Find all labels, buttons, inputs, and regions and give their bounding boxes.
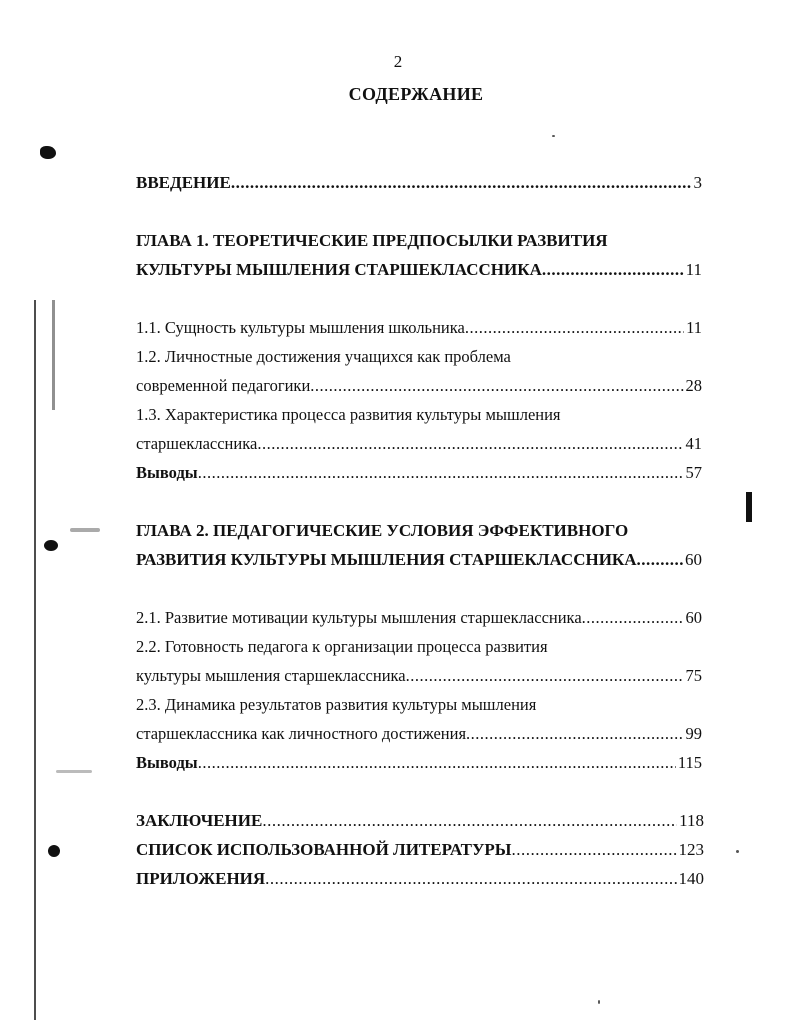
toc-entry-intro[interactable] <box>136 172 702 194</box>
page-number: 2 <box>393 52 403 71</box>
toc-entry-page: 41 <box>685 434 702 453</box>
toc-entry-page: 60 <box>685 608 702 627</box>
toc-entry-label: 1.2. Личностные достижения учащихся как проблема <box>136 347 511 366</box>
toc-chapter-title-line: КУЛЬТУРЫ МЫШЛЕНИЯ СТАРШЕКЛАССНИКА <box>136 260 542 279</box>
toc-section-2-1[interactable] <box>136 607 702 629</box>
toc-entry-page: 115 <box>677 753 702 772</box>
leader-dots <box>198 752 676 774</box>
toc-chapter1-title[interactable] <box>136 230 702 252</box>
scan-smudge <box>746 492 752 522</box>
toc-chapter-title-line: РАЗВИТИЯ КУЛЬТУРЫ МЫШЛЕНИЯ СТАРШЕКЛАССНИКА <box>136 550 637 569</box>
toc-chapter2-title-cont[interactable] <box>136 549 702 571</box>
toc-entry-label: 2.2. Готовность педагога к организации процесса развития <box>136 637 548 656</box>
scan-speck <box>552 135 555 137</box>
toc-entry-page: 123 <box>678 840 704 859</box>
scan-speck <box>56 770 92 773</box>
toc-section-2-3-cont[interactable] <box>136 723 702 745</box>
toc-entry-label: 1.3. Характеристика процесса развития культуры мышления <box>136 405 561 424</box>
toc-chapter-title-line: ГЛАВА 1. ТЕОРЕТИЧЕСКИЕ ПРЕДПОСЫЛКИ РАЗВИТИЯ <box>136 231 608 250</box>
scan-smudge <box>44 540 58 551</box>
toc-entry-page: 11 <box>686 318 702 337</box>
leader-dots <box>582 607 684 629</box>
toc-section-2-2-cont[interactable] <box>136 665 702 687</box>
toc-chapter-title-line: ГЛАВА 2. ПЕДАГОГИЧЕСКИЕ УСЛОВИЯ ЭФФЕКТИВНОГО <box>136 521 629 540</box>
leader-dots <box>465 317 684 339</box>
toc-section-2-2[interactable] <box>136 636 702 658</box>
leader-dots <box>512 839 677 861</box>
toc-entry-label: старшеклассника как личностного достижения <box>136 724 467 743</box>
toc-entry-label: ЗАКЛЮЧЕНИЕ <box>136 811 263 830</box>
toc-entry-conclusion[interactable] <box>136 810 704 832</box>
toc-section-1-3[interactable] <box>136 404 702 426</box>
page-title: СОДЕРЖАНИЕ <box>348 84 484 104</box>
toc-entry-label: 1.1. Сущность культуры мышления школьника <box>136 318 465 337</box>
leader-dots <box>265 868 676 890</box>
toc-entry-label: современной педагогики <box>136 376 311 395</box>
toc-entry-label: 2.1. Развитие мотивации культуры мышления старшеклассника <box>136 608 582 627</box>
toc-entry-label: СПИСОК ИСПОЛЬЗОВАННОЙ ЛИТЕРАТУРЫ <box>136 840 512 859</box>
leader-dots <box>406 665 684 687</box>
toc-section-2-3[interactable] <box>136 694 702 716</box>
toc-entry-page: 140 <box>678 869 704 888</box>
scan-smudge <box>40 146 56 159</box>
leader-dots <box>262 810 677 832</box>
toc-entry-label: Выводы <box>136 463 198 482</box>
toc-section-1-2-cont[interactable] <box>136 375 702 397</box>
toc-section-1-1[interactable] <box>136 317 702 339</box>
toc-entry-page: 28 <box>685 376 702 395</box>
toc-entry-label: Выводы <box>136 753 198 772</box>
toc-section-1-2[interactable] <box>136 346 702 368</box>
leader-dots <box>231 172 692 194</box>
toc-entry-page: 11 <box>685 260 702 279</box>
toc-entry-appendices[interactable] <box>136 868 704 890</box>
toc-chapter2-title[interactable] <box>136 520 702 542</box>
toc-section-1-3-cont[interactable] <box>136 433 702 455</box>
scan-speck <box>736 850 739 853</box>
scan-speck <box>70 528 100 532</box>
leader-dots <box>637 549 683 571</box>
toc-entry-references[interactable] <box>136 839 704 861</box>
toc-entry-page: 3 <box>693 173 702 192</box>
toc-entry-page: 60 <box>685 550 702 569</box>
leader-dots <box>542 259 684 281</box>
toc-entry-page: 57 <box>685 463 702 482</box>
scan-speck <box>598 1000 600 1004</box>
toc-conclusions-1[interactable] <box>136 462 702 484</box>
scan-smudge <box>48 845 60 857</box>
toc-entry-label: ПРИЛОЖЕНИЯ <box>136 869 266 888</box>
leader-dots <box>257 433 683 455</box>
toc-entry-label: ВВЕДЕНИЕ <box>136 173 231 192</box>
toc-entry-page: 118 <box>679 811 704 830</box>
toc-entry-page: 99 <box>685 724 702 743</box>
leader-dots <box>198 462 684 484</box>
toc-entry-label: культуры мышления старшеклассника <box>136 666 406 685</box>
leader-dots <box>310 375 683 397</box>
toc-conclusions-2[interactable] <box>136 752 702 774</box>
toc-entry-label: 2.3. Динамика результатов развития культуры мышления <box>136 695 537 714</box>
scan-edge-line <box>34 300 36 1020</box>
toc-entry-page: 75 <box>685 666 702 685</box>
leader-dots <box>466 723 683 745</box>
toc-entry-label: старшеклассника <box>136 434 258 453</box>
toc-chapter1-title-cont[interactable] <box>136 259 702 281</box>
scan-edge-line <box>52 300 55 410</box>
